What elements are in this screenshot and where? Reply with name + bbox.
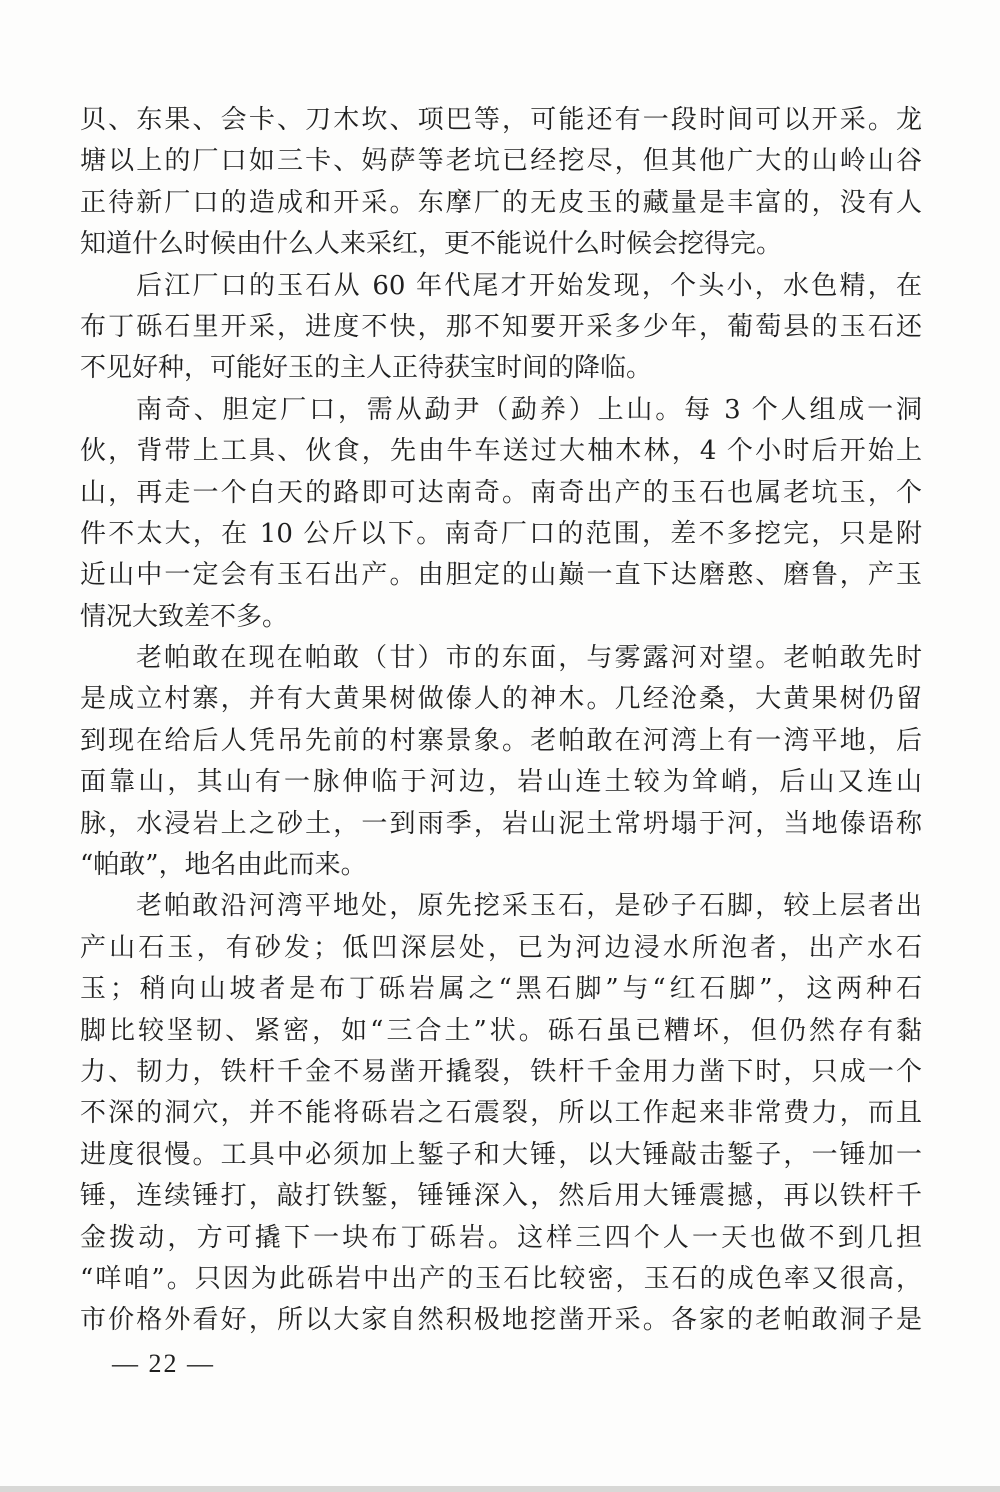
text-line: 进度很慢。工具中必须加上錾子和大锤，以大锤敲击錾子，一锤加一	[80, 1139, 922, 1170]
paragraph-first-line: 老帕敢在现在帕敢（甘）市的东面，与雾露河对望。老帕敢先时	[136, 643, 922, 674]
text-line: “帕敢”，地名由此而来。	[80, 850, 367, 881]
text-line: 不深的洞穴，并不能将砾岩之石震裂，所以工作起来非常费力，而且	[80, 1098, 922, 1129]
text-line: 贝、东果、会卡、刀木坎、项巴等，可能还有一段时间可以开采。龙	[80, 105, 922, 135]
body-text	[80, 100, 922, 1342]
text-line: 金拨动，方可撬下一块布丁砾岩。这样三四个人一天也做不到几担	[80, 1222, 922, 1253]
text-line: 情况大致差不多。	[80, 601, 289, 632]
paragraph-first-line: 后江厂口的玉石从 60 年代尾才开始发现，个头小，水色精，在	[136, 270, 922, 301]
text-line: 市价格外看好，所以大家自然积极地挖凿开采。各家的老帕敢洞子是	[80, 1305, 922, 1336]
text-line: 力、韧力，铁杆千金不易凿开撬裂，铁杆千金用力凿下时，只成一个	[80, 1056, 922, 1087]
text-line: 到现在给后人凭吊先前的村寨景象。老帕敢在河湾上有一湾平地，后	[80, 725, 922, 756]
text-line: 不见好种，可能好玉的主人正待获宝时间的降临。	[80, 353, 653, 384]
text-line: 近山中一定会有玉石出产。由胆定的山巅一直下达磨憨、磨鲁，产玉	[80, 560, 922, 591]
text-line: 玉；稍向山坡者是布丁砾岩属之“黑石脚”与“红石脚”，这两种石	[80, 974, 922, 1005]
text-line: 塘以上的厂口如三卡、妈萨等老坑已经挖尽，但其他广大的山岭山谷	[80, 146, 922, 177]
text-line: 锤，连续锤打，敲打铁錾，锤锤深入，然后用大锤震撼，再以铁杆千	[80, 1181, 922, 1212]
text-line: 是成立村寨，并有大黄果树做傣人的神木。几经沧桑，大黄果树仍留	[80, 684, 922, 715]
text-line: 脉，水浸岩上之砂土，一到雨季，岩山泥土常坍塌于河，当地傣语称	[80, 808, 922, 839]
paragraph-first-line: 老帕敢沿河湾平地处，原先挖采玉石，是砂子石脚，较上层者出	[136, 891, 922, 922]
text-line: 知道什么时候由什么人来采红，更不能说什么时候会挖得完。	[80, 229, 783, 260]
text-line: 面靠山，其山有一脉伸临于河边，岩山连土较为耸峭，后山又连山	[80, 767, 922, 798]
text-line: 产山石玉，有砂发；低凹深层处，已为河边浸水所泡者，出产水石	[80, 932, 922, 963]
paragraph-first-line: 南奇、胆定厂口，需从勐尹（勐养）上山。每 3 个人组成一洞	[136, 394, 922, 425]
text-line: 脚比较坚韧、紧密，如“三合土”状。砾石虽已糟坏，但仍然存有黏	[80, 1015, 922, 1046]
text-line: 正待新厂口的造成和开采。东摩厂的无皮玉的藏量是丰富的，没有人	[80, 187, 922, 218]
text-line: 布丁砾石里开采，进度不快，那不知要开采多少年，葡萄县的玉石还	[80, 311, 922, 342]
page-number: — 22 —	[112, 1349, 215, 1378]
text-line: 伙，背带上工具、伙食，先由牛车送过大柚木林，4 个小时后开始上	[80, 436, 922, 467]
page-bottom-edge	[0, 1486, 1000, 1492]
text-line: 件不太大，在 10 公斤以下。南奇厂口的范围，差不多挖完，只是附	[80, 518, 922, 549]
text-line: “咩咱”。只因为此砾岩中出产的玉石比较密，玉石的成色率又很高，	[80, 1263, 922, 1294]
text-line: 山，再走一个白天的路即可达南奇。南奇出产的玉石也属老坑玉，个	[80, 477, 922, 508]
